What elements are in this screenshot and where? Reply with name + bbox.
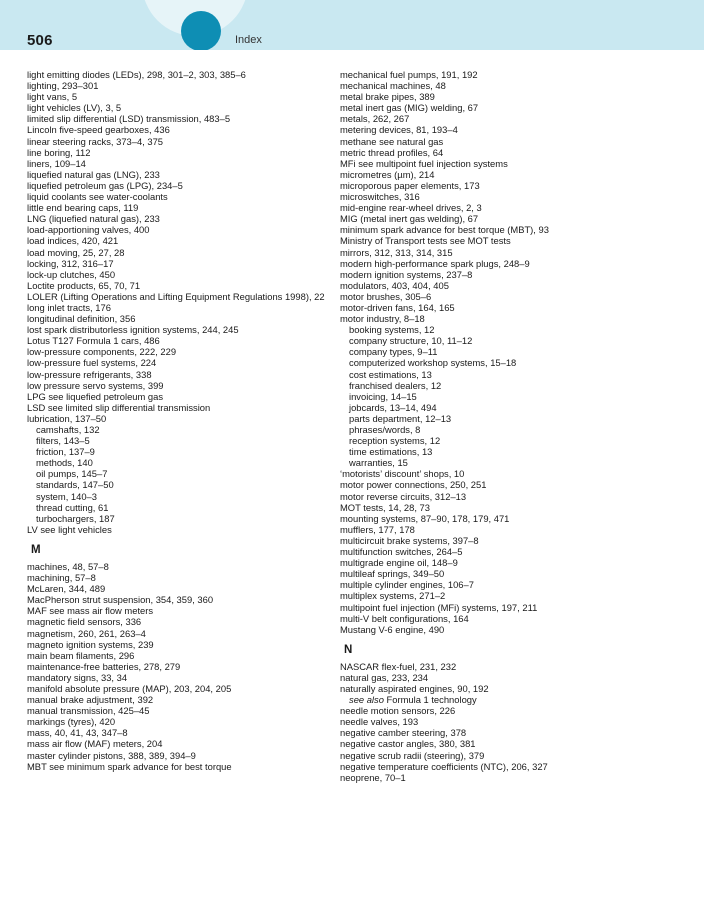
index-entry: franchised dealers, 12 (349, 379, 442, 391)
index-entry: load moving, 25, 27, 28 (27, 246, 125, 258)
index-entry: LOLER (Lifting Operations and Lifting Equipment Regulations 1998), 22 (27, 290, 325, 302)
index-entry: light vehicles (LV), 3, 5 (27, 102, 122, 114)
index-entry: ‘motorists’ discount’ shops, 10 (340, 468, 465, 480)
index-entry: microswitches, 316 (340, 191, 420, 203)
index-entry: minimum spark advance for best torque (MBT), 93 (340, 224, 549, 236)
index-entry: MBT see minimum spark advance for best torque (27, 760, 232, 772)
index-column-right (340, 69, 690, 783)
section-letter-m: M (31, 543, 41, 556)
see-also-label: see also (349, 694, 384, 706)
index-entry: low-pressure refrigerants, 338 (27, 368, 152, 380)
index-entry: Lotus T127 Formula 1 cars, 486 (27, 335, 160, 347)
index-entry: MacPherson strut suspension, 354, 359, 360 (27, 594, 214, 606)
index-entry: metal inert gas (MIG) welding, 67 (340, 102, 479, 114)
index-entry: needle valves, 193 (340, 716, 419, 728)
index-entry: liquid coolants see water-coolants (27, 191, 168, 203)
index-entry: modern high-performance spark plugs, 248–9 (340, 257, 530, 269)
index-entry: computerized workshop systems, 15–18 (349, 357, 517, 369)
index-entry: longitudinal definition, 356 (27, 313, 136, 325)
index-entry: warranties, 15 (349, 457, 408, 469)
index-entry: multipoint fuel injection (MFi) systems, 197, 211 (340, 601, 538, 613)
section-letter-n: N (344, 643, 353, 656)
index-entry: turbochargers, 187 (36, 512, 115, 524)
index-entry: modern ignition systems, 237–8 (340, 268, 473, 280)
index-entry: phrases/words, 8 (349, 424, 421, 435)
index-entry: lock-up clutches, 450 (27, 268, 116, 280)
index-entry: motor-driven fans, 164, 165 (340, 301, 455, 313)
index-entry: cost estimations, 13 (349, 368, 432, 380)
index-entry: booking systems, 12 (349, 324, 435, 336)
index-entry: lubrication, 137–50 (27, 412, 107, 424)
index-entry: motor industry, 8–18 (340, 313, 425, 325)
entry-group-m-continued (340, 69, 690, 324)
index-entry: NASCAR flex-fuel, 231, 232 (340, 660, 457, 672)
index-entry: MFi see multipoint fuel injection systems (340, 157, 508, 169)
index-entry: machines, 48, 57–8 (27, 560, 109, 572)
index-entry: mass, 40, 41, 43, 347–8 (27, 727, 128, 739)
index-entry: liquefied petroleum gas (LPG), 234–5 (27, 179, 183, 191)
entry-group-n-continued (340, 705, 690, 783)
index-entry: methane see natural gas (340, 135, 444, 147)
header-band (0, 0, 704, 50)
index-entry: multigrade engine oil, 148–9 (340, 557, 458, 569)
index-entry: modulators, 403, 404, 405 (340, 279, 449, 291)
index-entry: mandatory signs, 33, 34 (27, 671, 128, 683)
index-entry: LV see light vehicles (27, 523, 112, 535)
index-entry: limited slip differential (LSD) transmission, 483–5 (27, 113, 231, 125)
index-entry: filters, 143–5 (36, 435, 90, 447)
index-entry: thread cutting, 61 (36, 501, 109, 513)
index-entry: light emitting diodes (LEDs), 298, 301–2, 303, 385–6 (27, 69, 246, 80)
index-entry: main beam filaments, 296 (27, 649, 135, 661)
index-entry: little end bearing caps, 119 (27, 202, 139, 214)
index-entry: magnetism, 260, 261, 263–4 (27, 627, 146, 639)
index-entry: line boring, 112 (27, 146, 91, 158)
index-entry: load-apportioning valves, 400 (27, 224, 150, 236)
index-entry: mufflers, 177, 178 (340, 523, 415, 535)
index-entry: mid-engine rear-wheel drives, 2, 3 (340, 202, 482, 214)
index-entry: parts department, 12–13 (349, 412, 452, 424)
header-decorative-circle (181, 11, 221, 50)
index-entry: needle motion sensors, 226 (340, 705, 456, 717)
index-entry: long inlet tracts, 176 (27, 301, 111, 313)
index-entry: Loctite products, 65, 70, 71 (27, 279, 141, 291)
see-also-subentry (340, 694, 690, 705)
index-entry: maintenance-free batteries, 278, 279 (27, 660, 181, 672)
index-entry: Lincoln five-speed gearboxes, 436 (27, 124, 170, 136)
index-entry: low-pressure fuel systems, 224 (27, 357, 157, 369)
index-entry: manual brake adjustment, 392 (27, 694, 154, 706)
index-entry: liquefied natural gas (LNG), 233 (27, 168, 160, 180)
index-entry: negative camber steering, 378 (340, 727, 467, 739)
index-column-left (27, 69, 327, 772)
index-entry: motor reverse circuits, 312–13 (340, 490, 467, 502)
index-entry: metric thread profiles, 64 (340, 146, 444, 158)
index-entry: camshafts, 132 (36, 424, 100, 435)
index-entry: negative scrub radii (steering), 379 (340, 749, 485, 761)
index-entry: lighting, 293–301 (27, 80, 99, 92)
index-entry: MIG (metal inert gas welding), 67 (340, 213, 479, 225)
index-entry: metals, 262, 267 (340, 113, 410, 125)
lubrication-subentries (27, 424, 327, 524)
index-entry: multi-V belt configurations, 164 (340, 612, 469, 624)
see-also-target: Formula 1 technology (383, 694, 477, 706)
index-entry: metal brake pipes, 389 (340, 91, 435, 103)
index-entry: mounting systems, 87–90, 178, 179, 471 (340, 512, 510, 524)
index-entry: machining, 57–8 (27, 572, 96, 584)
index-entry: methods, 140 (36, 457, 93, 469)
index-entry: negative castor angles, 380, 381 (340, 738, 476, 750)
index-entry: multifunction switches, 264–5 (340, 546, 463, 558)
index-entry: LNG (liquefied natural gas), 233 (27, 213, 160, 225)
index-entry: mechanical machines, 48 (340, 80, 446, 92)
index-entry: negative temperature coefficients (NTC), 206, 327 (340, 760, 548, 772)
index-entry: neoprene, 70–1 (340, 771, 406, 783)
index-entry: naturally aspirated engines, 90, 192 (340, 682, 489, 694)
index-entry: multileaf springs, 349–50 (340, 568, 445, 580)
index-entry: motor brushes, 305–6 (340, 290, 432, 302)
index-entry: multicircuit brake systems, 397–8 (340, 534, 479, 546)
entry-group-l (27, 69, 327, 424)
index-entry: company structure, 10, 11–12 (349, 335, 473, 347)
index-entry: multiplex systems, 271–2 (340, 590, 446, 602)
index-entry: LSD see limited slip differential transmission (27, 401, 211, 413)
index-entry: McLaren, 344, 489 (27, 583, 106, 595)
index-entry: standards, 147–50 (36, 479, 114, 491)
index-entry: low-pressure components, 222, 229 (27, 346, 177, 358)
index-entry: magnetic field sensors, 336 (27, 616, 142, 628)
index-entry: lost spark distributorless ignition systems, 244, 245 (27, 324, 239, 336)
index-entry: mirrors, 312, 313, 314, 315 (340, 246, 453, 258)
motor-industry-subentries (340, 324, 690, 468)
index-entry: magneto ignition systems, 239 (27, 638, 154, 650)
index-entry: jobcards, 13–14, 494 (349, 401, 437, 413)
index-entry: linear steering racks, 373–4, 375 (27, 135, 164, 147)
page-number: 506 (27, 32, 53, 49)
index-entry: liners, 109–14 (27, 157, 86, 169)
index-entry: low pressure servo systems, 399 (27, 379, 164, 391)
index-entry: metering devices, 81, 193–4 (340, 124, 458, 136)
index-entry: locking, 312, 316–17 (27, 257, 114, 269)
index-entry: manifold absolute pressure (MAP), 203, 204, 205 (27, 682, 232, 694)
running-head: Index (235, 34, 262, 46)
index-entry: oil pumps, 145–7 (36, 468, 108, 480)
index-entry: motor power connections, 250, 251 (340, 479, 487, 491)
index-entry: MAF see mass air flow meters (27, 605, 154, 617)
index-entry: master cylinder pistons, 388, 389, 394–9 (27, 749, 196, 761)
entry-group-n (340, 661, 690, 694)
index-entry: time estimations, 13 (349, 446, 433, 458)
index-entry: natural gas, 233, 234 (340, 671, 429, 683)
index-entry: company types, 9–11 (349, 346, 438, 358)
index-entry: mechanical fuel pumps, 191, 192 (340, 69, 478, 80)
index-entry: MOT tests, 14, 28, 73 (340, 501, 430, 513)
index-entry: invoicing, 14–15 (349, 390, 417, 402)
index-entry: manual transmission, 425–45 (27, 705, 150, 717)
index-entry: friction, 137–9 (36, 446, 95, 458)
index-entry: load indices, 420, 421 (27, 235, 119, 247)
index-entry: LPG see liquefied petroleum gas (27, 390, 164, 402)
index-entry: system, 140–3 (36, 490, 97, 502)
entry-group-m (27, 561, 327, 772)
index-entry: multiple cylinder engines, 106–7 (340, 579, 474, 591)
index-entry: Mustang V-6 engine, 490 (340, 623, 445, 635)
index-entry: mass air flow (MAF) meters, 204 (27, 738, 163, 750)
index-entry: Ministry of Transport tests see MOT tests (340, 235, 511, 247)
index-entry: microporous paper elements, 173 (340, 179, 480, 191)
index-entry: micrometres (µm), 214 (340, 168, 435, 180)
index-entry: reception systems, 12 (349, 435, 441, 447)
index-entry: markings (tyres), 420 (27, 716, 116, 728)
index-entry: light vans, 5 (27, 91, 78, 103)
entry-group-m-end (340, 468, 690, 634)
